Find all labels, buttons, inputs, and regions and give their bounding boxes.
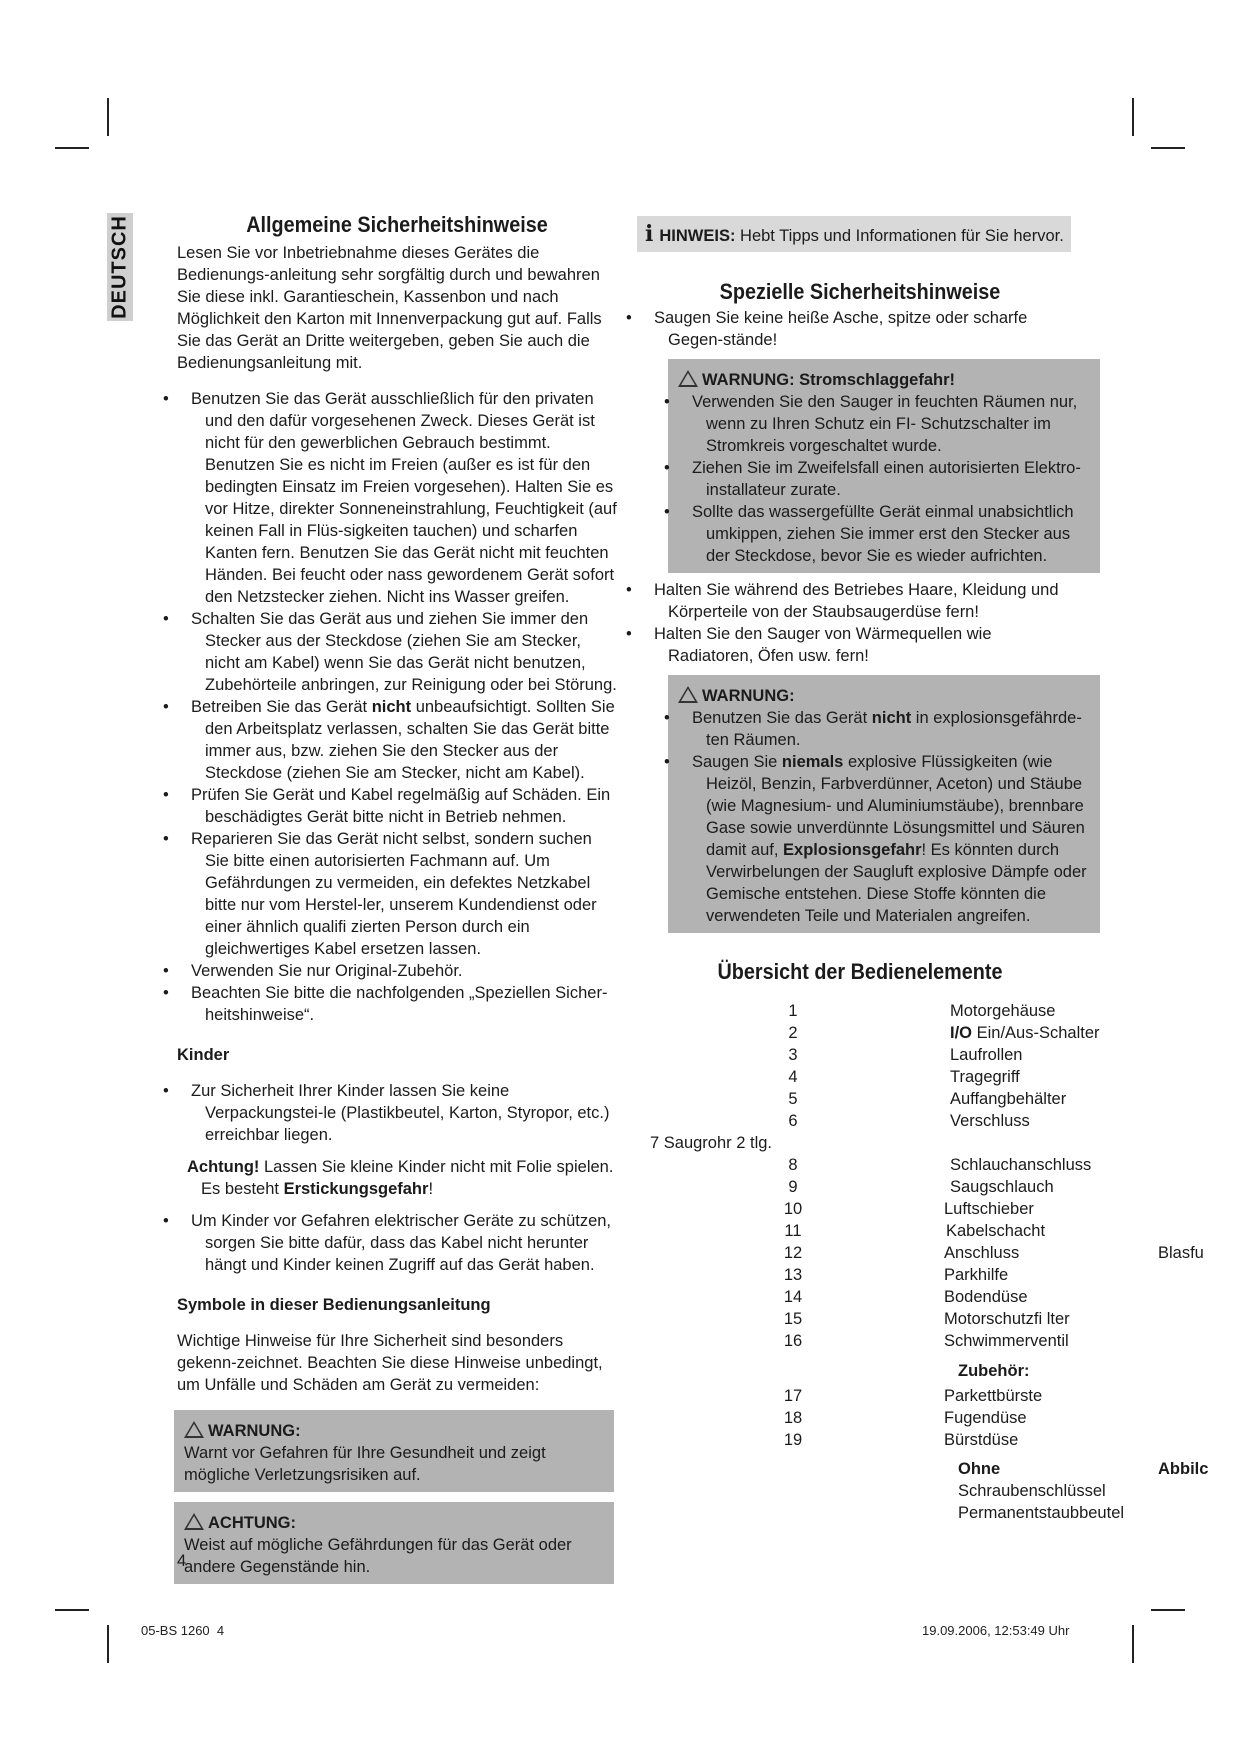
section-title-special: Spezielle Sicherheitshinweise: [719, 279, 1001, 304]
warning-triangle-icon: [678, 370, 698, 387]
list-item: • Beachten Sie bitte die nachfolgenden „Speziellen Sicher-heitshinweise“.: [177, 982, 617, 1026]
crop-mark: [1132, 1625, 1134, 1663]
warnung-explosion-box: [668, 675, 1100, 933]
abbil-label: Abbilc: [1158, 1460, 1209, 1478]
achtung-text: Weist auf mögliche Gefährdungen für das Gerät oder andere Gegenstände hin.: [184, 1536, 572, 1576]
warning-triangle-icon: [184, 1421, 204, 1438]
list-item: • Verwenden Sie nur Original-Zubehör.: [177, 960, 617, 982]
box-title: WARNUNG:: [702, 687, 795, 705]
left-column: [177, 214, 617, 1584]
page-number: 4: [177, 1552, 187, 1570]
list-item: • Sollte das wassergefüllte Gerät einmal unabsichtlich umkippen, ziehen Sie immer erst den Stecker aus der Steckdose, bevor Sie es wieder aufrichten.: [678, 501, 1090, 567]
crop-mark: [107, 1625, 109, 1663]
list-item: • Reparieren Sie das Gerät nicht selbst, sondern suchen Sie bitte einen autorisierten Fachmann auf. Um Gefährdungen zu vermeiden, ein defektes Netzkabel bitte nur vom Herstel-ler, unserem Kundendienst oder einer ähnlich qualifi zierten Person durch ein gleichwertiges Kabel ersetzen lassen.: [177, 828, 617, 960]
warnung-title: WARNUNG:: [208, 1422, 301, 1440]
ohne-item: Permanentstaubbeutel: [958, 1504, 1125, 1522]
language-tab-label: DEUTSCH: [108, 215, 131, 319]
info-icon: i: [645, 221, 654, 247]
crop-mark: [55, 1609, 89, 1611]
crop-mark: [1132, 98, 1134, 136]
list-item: • Prüfen Sie Gerät und Kabel regelmäßig auf Schäden. Ein beschädigtes Gerät bitte nicht in Betrieb nehmen.: [177, 784, 617, 828]
crop-mark: [107, 98, 109, 136]
list-item: • Schalten Sie das Gerät aus und ziehen Sie immer den Stecker aus der Steckdose (ziehen Sie am Stecker, nicht am Kabel) wenn Sie das Gerät nicht benutzen, Zubehörteile anbringen, zur Reinigung oder bei Störung.: [177, 608, 617, 696]
right-column: [640, 279, 1087, 933]
footer-right: 19.09.2006, 12:53:49 Uhr: [922, 1623, 1070, 1638]
kinder-list-1: [177, 1080, 617, 1146]
hinweis-box: i HINWEIS: Hebt Tipps und Informationen für Sie hervor.: [637, 216, 1071, 252]
list-item: • Ziehen Sie im Zweifelsfall einen autorisierten Elektro-installateur zurate.: [678, 457, 1090, 501]
crop-mark: [1151, 1609, 1185, 1611]
list-item: • Benutzen Sie das Gerät ausschließlich für den privaten und den dafür vorgesehenen Zweck. Dieses Gerät ist nicht für den gewerblichen Gebrauch bestimmt. Benutzen Sie es nicht im Freien (außer es ist für den bedingten Einsatz im Freien vorgesehen). Halten Sie es vor Hitze, direkter Sonneneinstrahlung, Feuchtigkeit (auf keinen Fall in Flüs-sigkeiten tauchen) und scharfen Kanten fern. Benutzen Sie das Gerät nicht mit feuchten Händen. Bei feucht oder nass gewordenem Gerät sofort den Netzstecker ziehen. Nicht ins Wasser greifen.: [177, 388, 617, 608]
warnung-legend-box: [174, 1410, 614, 1492]
caution-triangle-icon: [184, 1513, 204, 1530]
overview-title-wrap: [640, 959, 1080, 985]
section-title-general: Allgemeine Sicherheitshinweise: [246, 212, 548, 237]
kinder-heading: Kinder: [177, 1046, 230, 1064]
warning-triangle-icon: [678, 686, 698, 703]
warnung-text: Warnt vor Gefahren für Ihre Gesundheit und zeigt mögliche Verletzungsrisiken auf.: [184, 1444, 546, 1484]
list-item: • Halten Sie den Sauger von Wärmequellen wie Radiatoren, Öfen usw. fern!: [640, 623, 1080, 667]
achtung-legend-box: [174, 1502, 614, 1584]
achtung-note: Achtung! Lassen Sie kleine Kinder nicht mit Folie spielen. Es besteht Erstickungsgefahr!: [187, 1158, 614, 1198]
list-item: • Zur Sicherheit Ihrer Kinder lassen Sie keine Verpackungstei-le (Plastikbeutel, Karton, Styropor, etc.) erreichbar liegen.: [177, 1080, 617, 1146]
list-item: • Halten Sie während des Betriebes Haare, Kleidung und Körperteile von der Staubsaugerdüse fern!: [640, 579, 1080, 623]
blasfu-label: Blasfu: [1158, 1244, 1204, 1262]
overview-row-7: 7 Saugrohr 2 tlg.: [650, 1134, 772, 1152]
box-title: WARNUNG: Stromschlaggefahr!: [702, 371, 956, 389]
zubehoer-heading: Zubehör:: [958, 1362, 1030, 1380]
overview-title: Übersicht der Bedienelemente: [717, 959, 1003, 984]
general-safety-list: [177, 388, 617, 1026]
list-item: • Saugen Sie niemals explosive Flüssigkeiten (wie Heizöl, Benzin, Farbverdünner, Aceton) und Stäube (wie Magnesium- und Aluminiumstäube), brennbare Gase sowie unverdünnte Lösungsmittel und Säuren damit auf, Explosionsgefahr! Es könnten durch Verwirbelungen der Saugluft explosive Dämpfe oder Gemische entstehen. Diese Stoffe könnten die verwendeten Teile und Materialen angreifen.: [678, 751, 1090, 927]
ohne-heading: Ohne: [958, 1460, 1001, 1478]
list-item: • Um Kinder vor Gefahren elektrischer Geräte zu schützen, sorgen Sie bitte dafür, dass das Kabel nicht herunter hängt und Kinder keinen Zugriff auf das Gerät haben.: [177, 1210, 617, 1276]
achtung-title: ACHTUNG:: [208, 1514, 296, 1532]
symbole-heading: Symbole in dieser Bedienungsanleitung: [177, 1296, 491, 1314]
intro-paragraph: Lesen Sie vor Inbetriebnahme dieses Gerätes die Bedienungs-anleitung sehr sorgfältig durch und bewahren Sie diese inkl. Garantieschein, Kassenbon und nach Möglichkeit den Karton mit Innenverpackung gut auf. Falls Sie das Gerät an Dritte weitergeben, geben Sie auch die Bedienungsanleitung mit.: [177, 244, 602, 372]
list-item: • Benutzen Sie das Gerät nicht in explosionsgefährde-ten Räumen.: [678, 707, 1090, 751]
list-item: • Betreiben Sie das Gerät nicht unbeaufsichtigt. Sollten Sie den Arbeitsplatz verlassen, schalten Sie das Gerät bitte immer aus, bzw. ziehen Sie den Stecker aus der Steckdose (ziehen Sie am Stecker, nicht am Kabel).: [177, 696, 617, 784]
ohne-item: Schraubenschlüssel: [958, 1482, 1106, 1500]
warnung-stromschlag-box: [668, 359, 1100, 573]
language-tab: [107, 213, 133, 321]
symbole-paragraph: Wichtige Hinweise für Ihre Sicherheit sind besonders gekenn-zeichnet. Beachten Sie diese Hinweise unbedingt, um Unfälle und Schäden am Gerät zu vermeiden:: [177, 1332, 603, 1394]
crop-mark: [1151, 147, 1185, 149]
footer-left: 05-BS 1260 4: [141, 1623, 225, 1638]
list-item: • Saugen Sie keine heiße Asche, spitze oder scharfe Gegen-stände!: [640, 307, 1080, 351]
kinder-list-2: [177, 1210, 617, 1276]
crop-mark: [55, 147, 89, 149]
list-item: • Verwenden Sie den Sauger in feuchten Räumen nur, wenn zu Ihren Schutz ein FI- Schutzschalter im Stromkreis vorgeschaltet wurde.: [678, 391, 1090, 457]
